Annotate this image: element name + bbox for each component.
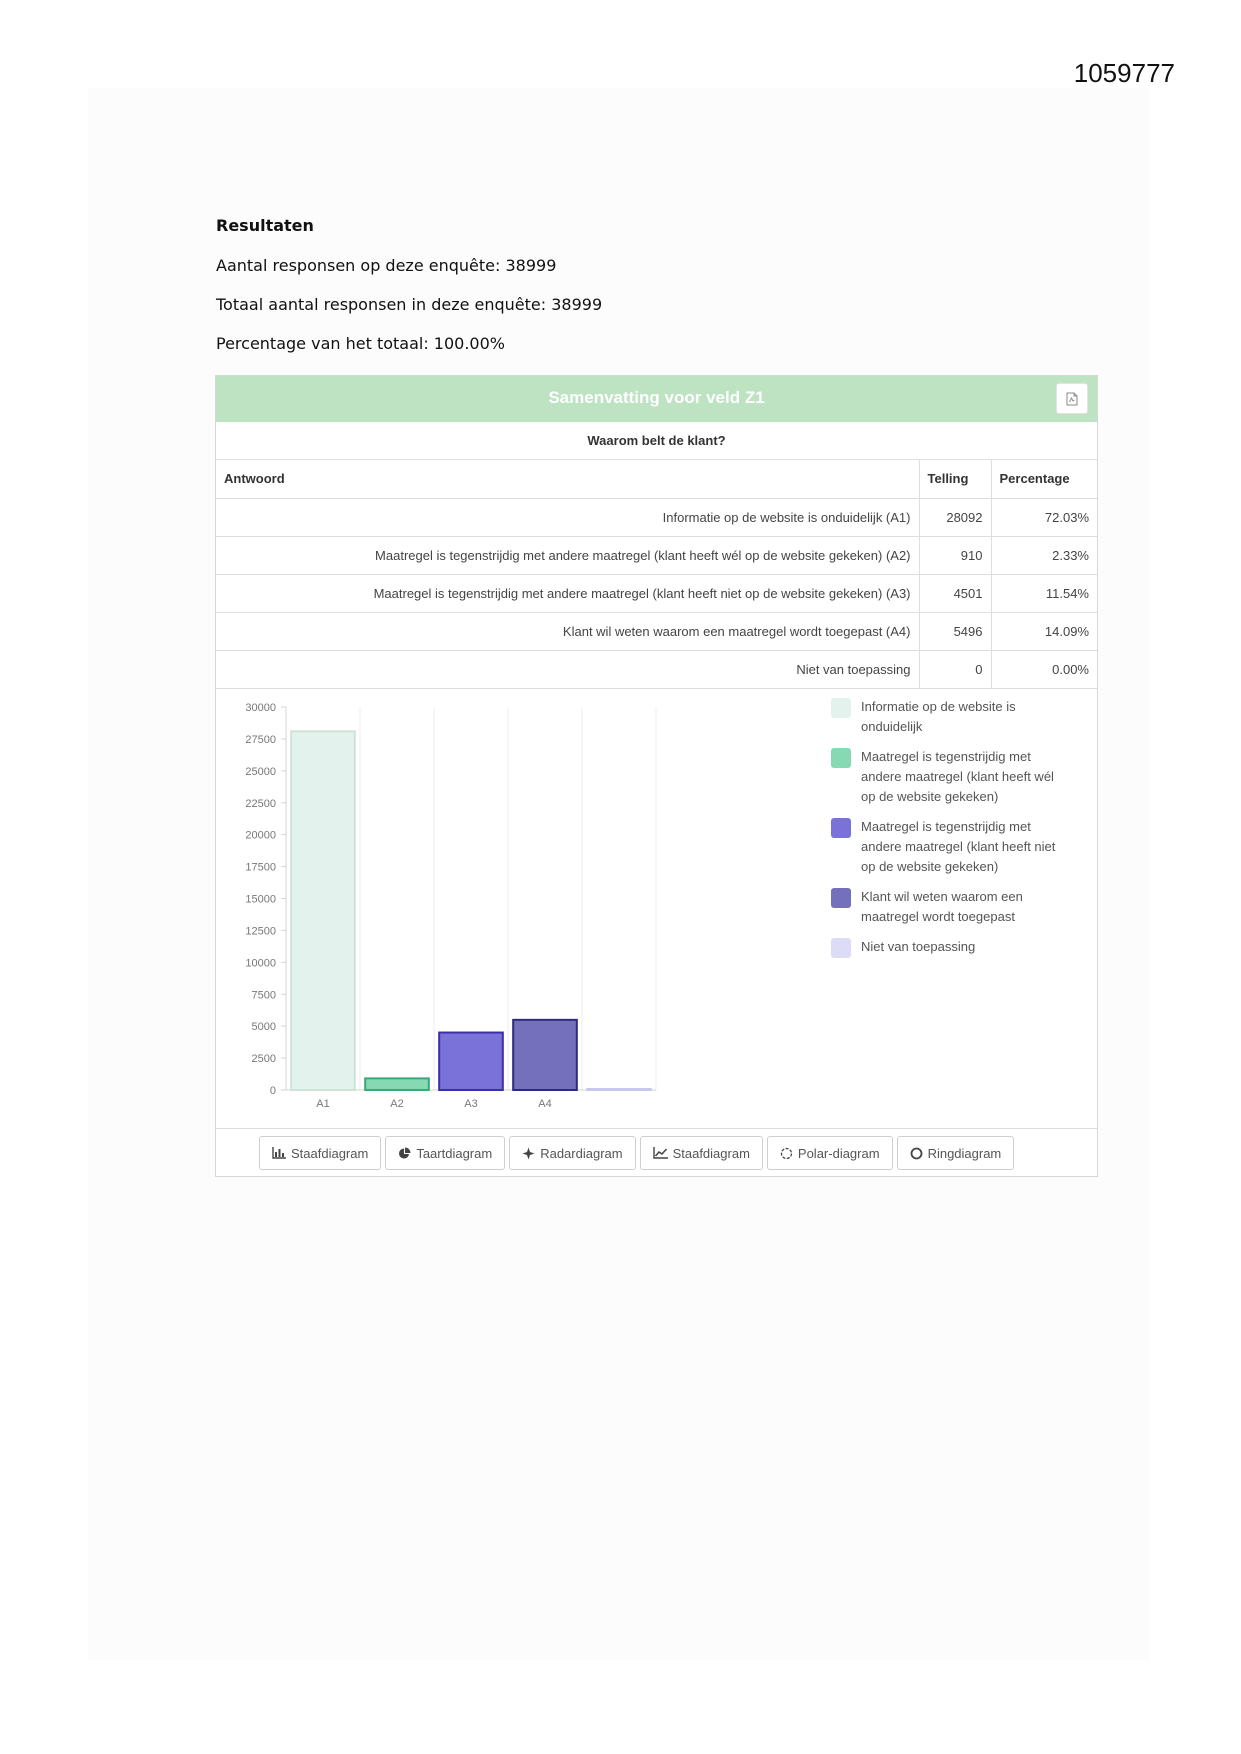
answer-cell: Informatie op de website is onduidelijk (A1): [216, 498, 919, 536]
legend-label: Maatregel is tegenstrijdig met andere maatregel (klant heeft niet op de website gekeken): [861, 818, 1056, 874]
line-chart-button[interactable]: [640, 1136, 763, 1170]
percentage-cell: 14.09%: [991, 612, 1097, 650]
legend-swatch: [831, 748, 851, 768]
answer-cell: Klant wil weten waarom een maatregel wordt toegepast (A4): [216, 612, 919, 650]
count-cell: 910: [919, 536, 991, 574]
summary-header: [216, 376, 1097, 422]
count-cell: 28092: [919, 498, 991, 536]
pie-chart-button[interactable]: [385, 1136, 505, 1170]
percentage-cell: 2.33%: [991, 536, 1097, 574]
legend-label: Klant wil weten waarom een maatregel wordt toegepast: [861, 888, 1023, 924]
bar-chart-icon: [272, 1147, 286, 1159]
percentage-cell: 72.03%: [991, 498, 1097, 536]
line-chart-button-label: Staafdiagram: [672, 1145, 750, 1161]
pie-chart-button-label: Taartdiagram: [416, 1145, 493, 1161]
table-row: [216, 612, 1097, 650]
bar: [587, 1089, 651, 1090]
chart-type-buttons: [259, 1136, 1014, 1170]
legend-label: Informatie op de website is onduidelijk: [861, 698, 1016, 734]
bar: [365, 1078, 429, 1090]
results-section: [216, 216, 602, 373]
answer-cell: Maatregel is tegenstrijdig met andere maatregel (klant heeft wél op de website gekeken) (A2): [216, 536, 919, 574]
summary-table: [216, 460, 1097, 689]
y-tick-label: 7500: [251, 988, 276, 1001]
export-pdf-button[interactable]: [1056, 383, 1088, 414]
x-tick-label: A4: [538, 1097, 552, 1110]
percentage-line: Percentage van het totaal: 100.00%: [216, 334, 505, 353]
column-header-answer: Antwoord: [216, 460, 919, 498]
document-number: 1059777: [1073, 58, 1175, 88]
summary-title: Samenvatting voor veld Z1: [548, 388, 765, 407]
question-text: Waarom belt de klant?: [216, 422, 1097, 460]
y-tick-label: 27500: [245, 733, 276, 746]
legend-swatch: [831, 888, 851, 908]
count-cell: 5496: [919, 612, 991, 650]
responses-count-line: Aantal responsen op deze enquête: 38999: [216, 256, 557, 275]
percentage-cell: 0.00%: [991, 650, 1097, 688]
radar-chart-button-label: Radardiagram: [540, 1145, 623, 1161]
bar: [513, 1019, 577, 1089]
ring-chart-button-label: Ringdiagram: [927, 1145, 1002, 1161]
answer-cell: Maatregel is tegenstrijdig met andere maatregel (klant heeft niet op de website gekeken) (A3): [216, 574, 919, 612]
legend-swatch: [831, 938, 851, 958]
legend-swatch: [831, 698, 851, 718]
y-tick-label: 30000: [245, 701, 276, 714]
table-row: [216, 536, 1097, 574]
legend-item[interactable]: [831, 937, 1061, 958]
polar-chart-icon: [780, 1147, 793, 1160]
pdf-file-icon: [1066, 392, 1078, 406]
total-responses-line: Totaal aantal responsen in deze enquête: 38999: [216, 295, 603, 314]
table-header-row: [216, 460, 1097, 498]
answer-cell: Niet van toepassing: [216, 650, 919, 688]
column-header-percentage: Percentage: [991, 460, 1097, 498]
bar: [439, 1032, 503, 1089]
y-tick-label: 22500: [245, 797, 276, 810]
polar-chart-button-label: Polar-diagram: [797, 1145, 880, 1161]
legend-label: Maatregel is tegenstrijdig met andere maatregel (klant heeft wél op de website gekeken): [861, 748, 1054, 804]
results-heading: Resultaten: [216, 216, 314, 235]
y-tick-label: 2500: [251, 1052, 276, 1065]
line-chart-icon: [653, 1147, 668, 1159]
y-tick-label: 25000: [245, 765, 276, 778]
y-tick-label: 0: [269, 1084, 276, 1097]
y-tick-label: 5000: [251, 1020, 276, 1033]
bar: [291, 731, 355, 1090]
pie-chart-icon: [398, 1147, 411, 1160]
y-tick-label: 15000: [245, 893, 276, 905]
summary-card: [215, 375, 1098, 1177]
chart-legend: [831, 697, 1061, 968]
radar-chart-icon: [522, 1147, 535, 1160]
column-header-count: Telling: [919, 460, 991, 498]
polar-chart-button[interactable]: [767, 1136, 893, 1170]
bar-chart: [216, 689, 816, 1129]
x-tick-label: A3: [464, 1097, 478, 1110]
legend-item[interactable]: [831, 747, 1061, 807]
legend-item[interactable]: [831, 887, 1061, 927]
percentage-cell: 11.54%: [991, 574, 1097, 612]
y-tick-label: 10000: [245, 956, 276, 969]
table-row: [216, 574, 1097, 612]
x-tick-label: A1: [316, 1097, 330, 1110]
legend-item[interactable]: [831, 697, 1061, 737]
ring-chart-icon: [910, 1147, 923, 1160]
y-tick-label: 20000: [245, 829, 276, 842]
bar-chart-button-label: Staafdiagram: [291, 1145, 369, 1161]
count-cell: 0: [919, 650, 991, 688]
chart-area: [216, 689, 1097, 1129]
legend-swatch: [831, 818, 851, 838]
count-cell: 4501: [919, 574, 991, 612]
legend-item[interactable]: [831, 817, 1061, 877]
table-row: [216, 650, 1097, 688]
ring-chart-button[interactable]: [897, 1136, 1015, 1170]
table-row: [216, 498, 1097, 536]
legend-label: Niet van toepassing: [861, 938, 976, 954]
y-tick-label: 17500: [245, 861, 276, 874]
radar-chart-button[interactable]: [509, 1136, 635, 1170]
x-tick-label: A2: [390, 1097, 404, 1110]
y-tick-label: 12500: [245, 924, 276, 937]
bar-chart-button[interactable]: [259, 1136, 381, 1170]
